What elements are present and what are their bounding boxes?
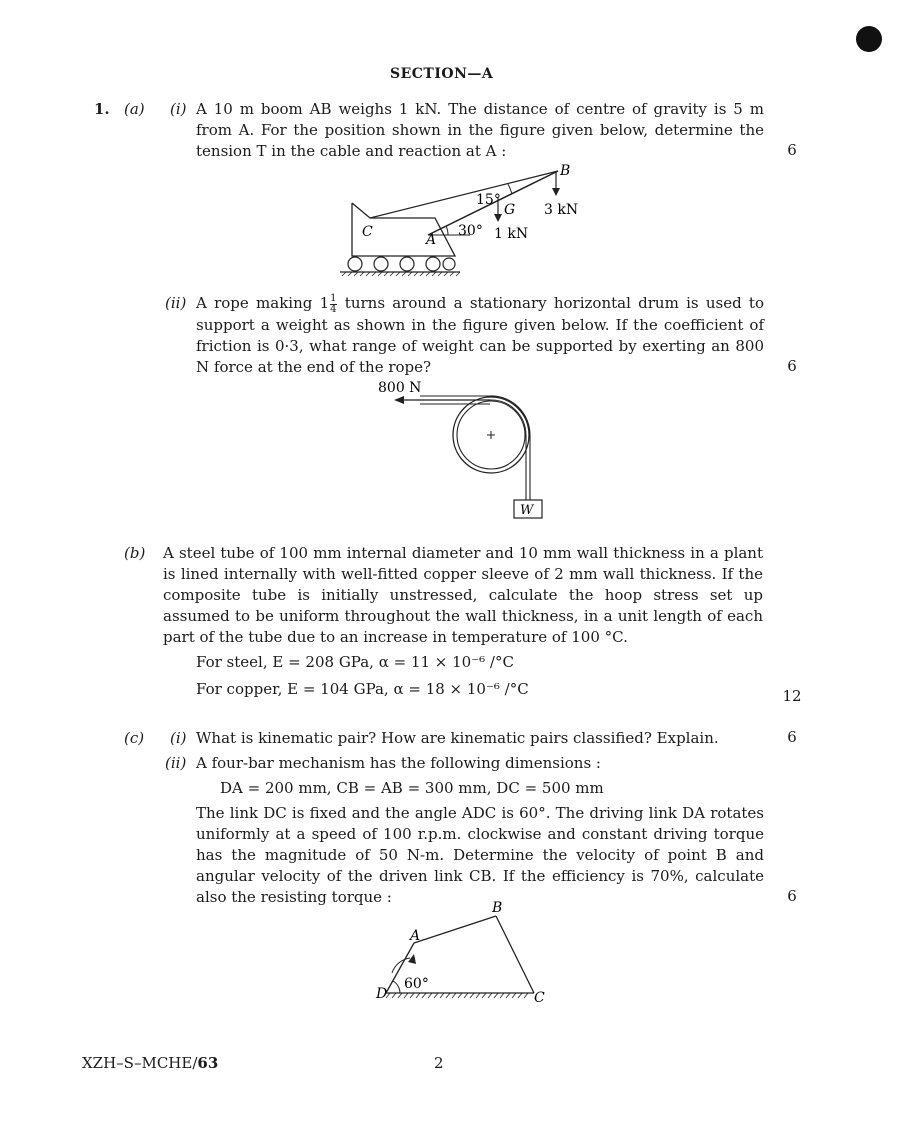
part-b-label: (b)	[124, 544, 146, 562]
mech-label-d: D	[376, 986, 388, 1002]
drum-figure	[370, 378, 560, 523]
crane-label-load-b: 3 kN	[544, 202, 579, 218]
part-c-label: (c)	[124, 729, 145, 747]
steel-properties: For steel, E = 208 GPa, α = 11 × 10⁻⁶ /°C	[196, 653, 514, 671]
crane-label-a: A	[426, 232, 437, 248]
part-c-ii-intro: A four-bar mechanism has the following dimensions :	[196, 754, 601, 772]
crane-label-load-g: 1 kN	[494, 226, 529, 242]
part-a-i-marks: 6	[787, 141, 797, 159]
footer-code-prefix: XZH–S–MCHE/	[82, 1054, 198, 1072]
crane-label-b: B	[560, 163, 571, 179]
rope-fraction	[330, 294, 336, 315]
crane-label-g: G	[504, 202, 516, 218]
part-b-marks: 12	[782, 687, 802, 705]
copper-properties: For copper, E = 104 GPa, α = 18 × 10⁻⁶ /°C	[196, 680, 529, 698]
drum-force-label: 800 N	[378, 380, 422, 396]
fraction-numerator: 1	[330, 292, 337, 304]
page-number: 2	[434, 1054, 444, 1072]
part-c-i-label: (i)	[170, 729, 187, 747]
mech-label-b: B	[492, 900, 503, 916]
drum-weight-label: W	[520, 503, 534, 518]
part-c-ii-dims: DA = 200 mm, CB = AB = 300 mm, DC = 500 mm	[220, 779, 604, 797]
part-a-ii-label: (ii)	[165, 294, 187, 312]
crane-label-angle-top: 15°	[476, 192, 501, 208]
rope-text-after: turns around a stationary horizontal drum is used to support a weight as shown in the figure given below. If the coefficient of friction is 0·3, what range of weight can be supported by exerting an 800 N force at the end of the rope?	[196, 294, 764, 376]
footer-code	[82, 1053, 218, 1074]
crane-figure	[330, 158, 590, 284]
punch-hole	[856, 26, 882, 52]
footer-code-number: 63	[197, 1054, 219, 1072]
four-bar-figure	[364, 898, 564, 1010]
part-c-ii-label: (ii)	[165, 754, 187, 772]
part-a-label: (a)	[124, 100, 145, 118]
mech-label-angle: 60°	[404, 976, 429, 992]
question-number: 1.	[94, 100, 110, 118]
part-b-text: A steel tube of 100 mm internal diameter and 10 mm wall thickness in a plant is lined internally with well-fitted copper sleeve of 2 mm wall thickness. If the composite tube is initially unstressed, calculate the hoop stress set up assumed to be uniform throughout the wall thickness, in a unit length of each part of the tube due to an increase in temperature of 100 °C.	[163, 544, 763, 646]
part-a-ii-marks: 6	[787, 357, 797, 375]
crane-label-c: C	[362, 224, 373, 240]
part-a-i-text: A 10 m boom AB weighs 1 kN. The distance of centre of gravity is 5 m from A. For the position shown in the figure given below, determine the tension T in the cable and reaction at A :	[196, 100, 764, 160]
part-c-i-text: What is kinematic pair? How are kinematic pairs classified? Explain.	[196, 729, 719, 747]
part-a-i-label: (i)	[170, 100, 187, 118]
part-a-ii-text	[196, 293, 764, 378]
part-c-ii-marks: 6	[787, 887, 797, 905]
part-c-ii-text: The link DC is fixed and the angle ADC is 60°. The driving link DA rotates uniformly at a speed of 100 r.p.m. clockwise and constant driving torque has the magnitude of 50 N-m. Determine the velocity of point B and angular velocity of the driven link CB. If the efficiency is 70%, calculate also the resisting torque :	[196, 804, 764, 906]
rope-text-before: A rope making 1	[196, 294, 330, 312]
mech-label-c: C	[534, 990, 545, 1006]
section-title: SECTION—A	[390, 66, 494, 82]
part-c-i-marks: 6	[787, 728, 797, 746]
crane-label-angle-a: 30°	[458, 223, 483, 239]
mech-label-a: A	[410, 928, 421, 944]
fraction-denominator: 4	[330, 303, 337, 315]
